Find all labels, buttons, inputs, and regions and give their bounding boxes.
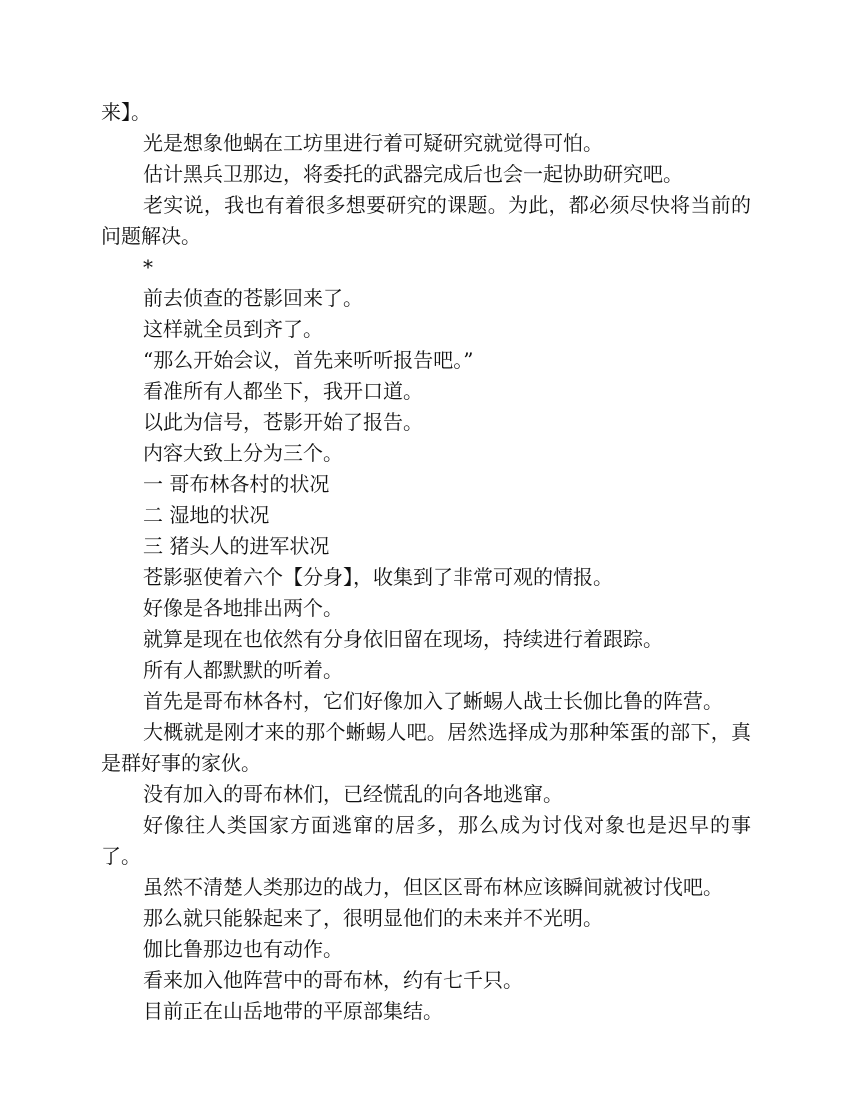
- paragraph: 好像是各地排出两个。: [143, 596, 343, 620]
- paragraph: 所有人都默默的听着。: [143, 658, 343, 682]
- paragraph: 老实说，我也有着很多想要研究的课题。为此，都必须尽快将当前的问题解决。: [101, 193, 751, 248]
- paragraph: 苍影驱使着六个【分身】，收集到了非常可观的情报。: [143, 565, 613, 589]
- paragraph: 伽比鲁那边也有动作。: [143, 937, 343, 961]
- paragraph: 就算是现在也依然有分身依旧留在现场，持续进行着跟踪。: [143, 627, 663, 651]
- paragraph: 大概就是刚才来的那个蜥蜴人吧。居然选择成为那种笨蛋的部下，真是群好事的家伙。: [101, 720, 751, 775]
- paragraph: 虽然不清楚人类那边的战力，但区区哥布林应该瞬间就被讨伐吧。: [143, 875, 723, 899]
- paragraph: 好像往人类国家方面逃窜的居多，那么成为讨伐对象也是迟早的事了。: [101, 813, 751, 868]
- document-page: [101, 97, 751, 1027]
- paragraph: 估计黑兵卫那边，将委托的武器完成后也会一起协助研究吧。: [143, 162, 683, 186]
- list-item: 一 哥布林各村的状况: [143, 472, 330, 496]
- paragraph: 目前正在山岳地带的平原部集结。: [143, 999, 443, 1023]
- paragraph: 看准所有人都坐下，我开口道。: [143, 379, 423, 403]
- paragraph: 没有加入的哥布林们，已经慌乱的向各地逃窜。: [143, 782, 563, 806]
- list-item: 二 湿地的状况: [143, 503, 270, 527]
- paragraph: 内容大致上分为三个。: [143, 441, 343, 465]
- dialogue-paragraph: “那么开始会议，首先来听听报告吧。”: [143, 348, 474, 372]
- paragraph: 首先是哥布林各村，它们好像加入了蜥蜴人战士长伽比鲁的阵营。: [143, 689, 723, 713]
- paragraph: 这样就全员到齐了。: [143, 317, 323, 341]
- paragraph: 来】。: [101, 100, 151, 124]
- paragraph: 那么就只能躲起来了，很明显他们的未来并不光明。: [143, 906, 603, 930]
- paragraph: 前去侦查的苍影回来了。: [143, 286, 363, 310]
- paragraph: 光是想象他蜗在工坊里进行着可疑研究就觉得可怕。: [143, 131, 603, 155]
- paragraph: 以此为信号，苍影开始了报告。: [143, 410, 423, 434]
- list-item: 三 猪头人的进军状况: [143, 534, 330, 558]
- paragraph: 看来加入他阵营中的哥布林，约有七千只。: [143, 968, 523, 992]
- section-break: *: [143, 255, 153, 279]
